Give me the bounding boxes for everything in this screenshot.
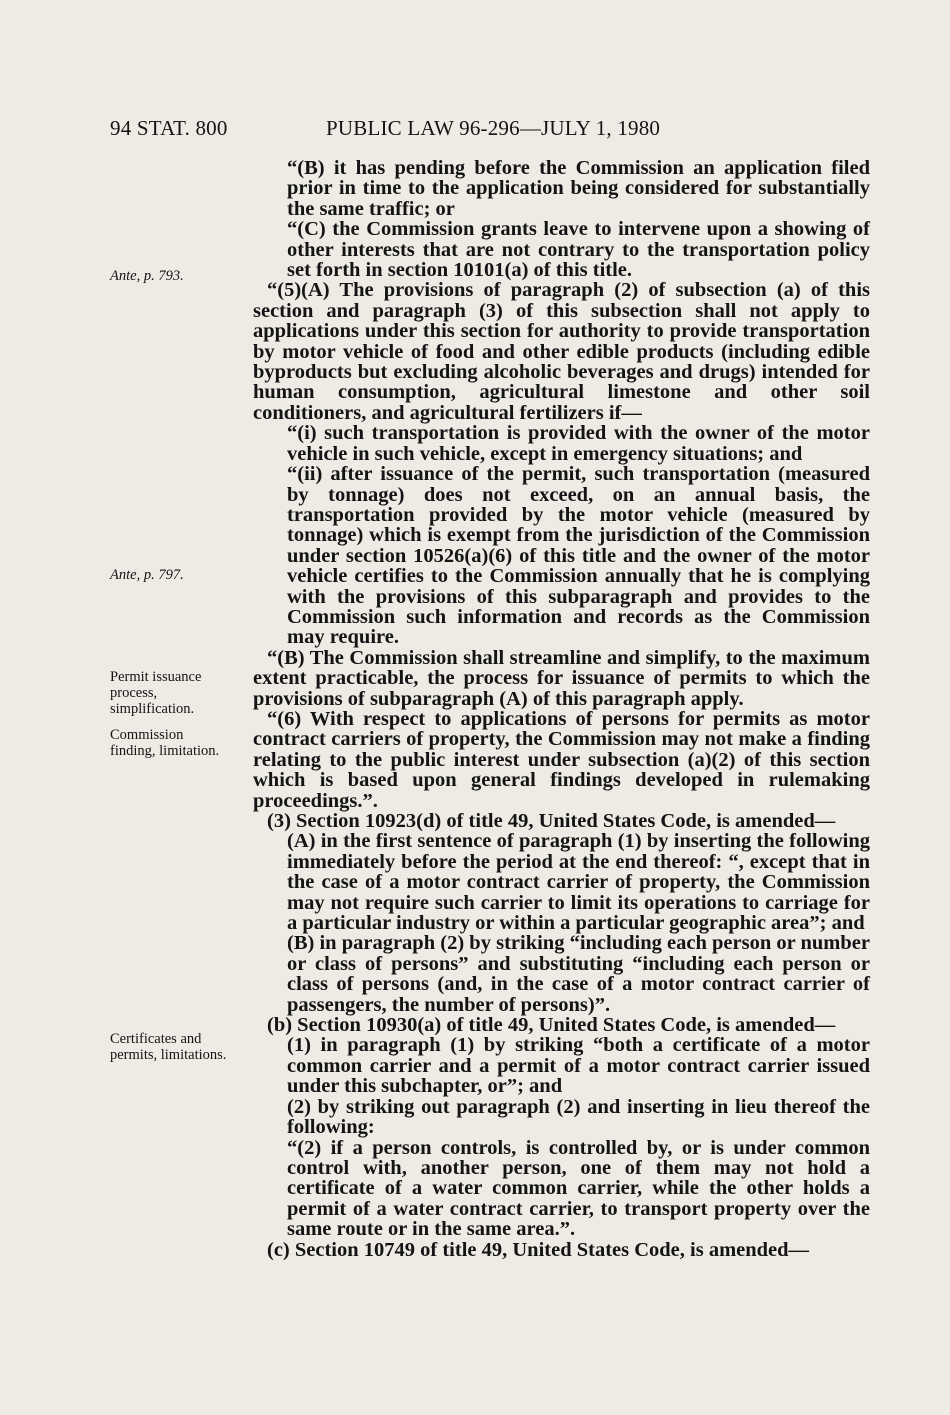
paragraph-6: “(6) With respect to applications of persons for permits as motor contract carriers of property, the Commission may not make a finding relating to the public interest under subsection (a)(2) of this section which is based upon general findings developed in rulemaking proceedings.”.: [253, 707, 870, 812]
margin-note-permit-issuance: Permit issuance process, simplification.: [110, 669, 202, 717]
paragraph-4-B: “(B) it has pending before the Commission an application filed prior in time to the application being considered for substantially the same traffic; or: [287, 157, 870, 220]
subsection-b-2: (2) by striking out paragraph (2) and inserting in lieu thereof the following:: [287, 1095, 870, 1139]
running-header-title: PUBLIC LAW 96-296—JULY 1, 1980: [326, 116, 661, 140]
paragraph-5-A: “(5)(A) The provisions of paragraph (2) of subsection (a) of this section and paragraph (3) of this subsection shall not apply to applications under this section for authority to provide transportation by motor vehicle of food and other edible products (including edible byproducts but excluding alcoholic beverages and drugs) intended for human consumption, agricultural limestone and other soil conditioners, and agricultural fertilizers if—: [253, 279, 870, 424]
subsection-b-amendment: (b) Section 10930(a) of title 49, United States Code, is amended—: [267, 1014, 836, 1037]
margin-note-certificates-permits: Certificates and permits, limitations.: [110, 1031, 227, 1063]
section-3-amendment: (3) Section 10923(d) of title 49, United States Code, is amended—: [267, 810, 836, 832]
subsection-b-1: (1) in paragraph (1) by striking “both a certificate of a motor common carrier and a permit of a motor contract carrier issued under this subchapter, or”; and: [287, 1034, 870, 1098]
paragraph-5-A-i: “(i) such transportation is provided with the owner of the motor vehicle in such vehicle, except in emergency situations; and: [287, 422, 870, 465]
section-3-B: (B) in paragraph (2) by striking “including each person or number or class of persons” and substituting “including each person or class of persons (and, in the case of a motor contract carrier of passengers, the number of persons)”.: [287, 932, 870, 1016]
paragraph-5-B: “(B) The Commission shall streamline and simplify, to the maximum extent practicable, the process for issuance of permits to which the provisions of subparagraph (A) of this paragraph apply.: [253, 646, 870, 710]
subsection-c-amendment: (c) Section 10749 of title 49, United States Code, is amended—: [267, 1238, 810, 1261]
stat-page-reference: 94 STAT. 800: [110, 116, 228, 140]
subsection-b-2-quoted: “(2) if a person controls, is controlled by, or is under common control with, another person, one of them may not hold a certificate of a water common carrier, while the other holds a permit of a water contract carrier, to transport property over the same route or in the same area.”.: [287, 1136, 870, 1241]
paragraph-5-A-ii: “(ii) after issuance of the permit, such transportation (measured by tonnage) does not exceed, on an annual basis, the transportation provided by the motor vehicle (measured by tonnage) which is exempt from the jurisdiction of the Commission under section 10526(a)(6) of this title and the owner of the motor vehicle certifies to the Commission annually that he is complying with the provisions of this subparagraph and provides to the Commission such information and records as the Commission may require.: [287, 463, 870, 649]
statute-body: [253, 158, 870, 1260]
paragraph-4-C: “(C) the Commission grants leave to intervene upon a showing of other interests that are not contrary to the transportation policy set forth in section 10101(a) of this title.: [287, 218, 870, 282]
margin-note-ante-793: Ante, p. 793.: [110, 268, 184, 284]
margin-note-ante-797: Ante, p. 797.: [110, 567, 184, 583]
section-3-A: (A) in the first sentence of paragraph (1) by inserting the following immediately before the period at the end thereof: “, except that in the case of a motor contract carrier of property, the Commission may not require such carrier to limit its operations to carriage for a particular industry or within a particular geographic area”; and: [287, 830, 870, 935]
margin-note-commission-finding: Commission finding, limitation.: [110, 727, 220, 759]
